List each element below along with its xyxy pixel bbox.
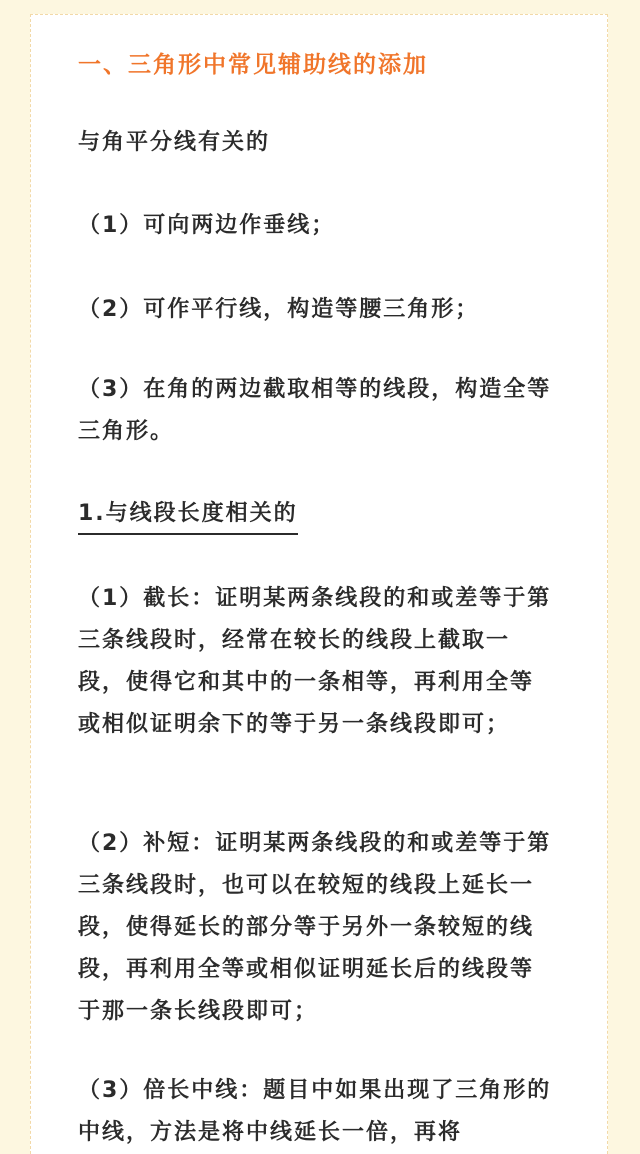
list-item: （2）可作平行线，构造等腰三角形； — [78, 297, 480, 322]
list-item: （1）可向两边作垂线； — [78, 213, 336, 238]
paragraph: （3）倍长中线：题目中如果出现了三角形的中线，方法是将中线延长一倍，再将 — [78, 1078, 552, 1145]
paragraph: （2）补短：证明某两条线段的和或差等于第三条线段时，也可以在较短的线段上延长一段，使得延长的部分等于另外一条较短的线段，再利用全等或相似证明延长后的线段等于那一条长线段即可； — [78, 831, 552, 1024]
subheading: 与角平分线有关的 — [78, 130, 271, 155]
paragraph: （1）截长：证明某两条线段的和或差等于第三条线段时，经常在较长的线段上截取一段，使得它和其中的一条相等，再利用全等或相似证明余下的等于另一条线段即可； — [78, 586, 552, 737]
list-item: （3）在角的两边截取相等的线段，构造全等三角形。 — [78, 377, 552, 444]
subsection-title: 1.与线段长度相关的 — [78, 499, 298, 535]
section-heading: 一、三角形中常见辅助线的添加 — [78, 52, 428, 78]
